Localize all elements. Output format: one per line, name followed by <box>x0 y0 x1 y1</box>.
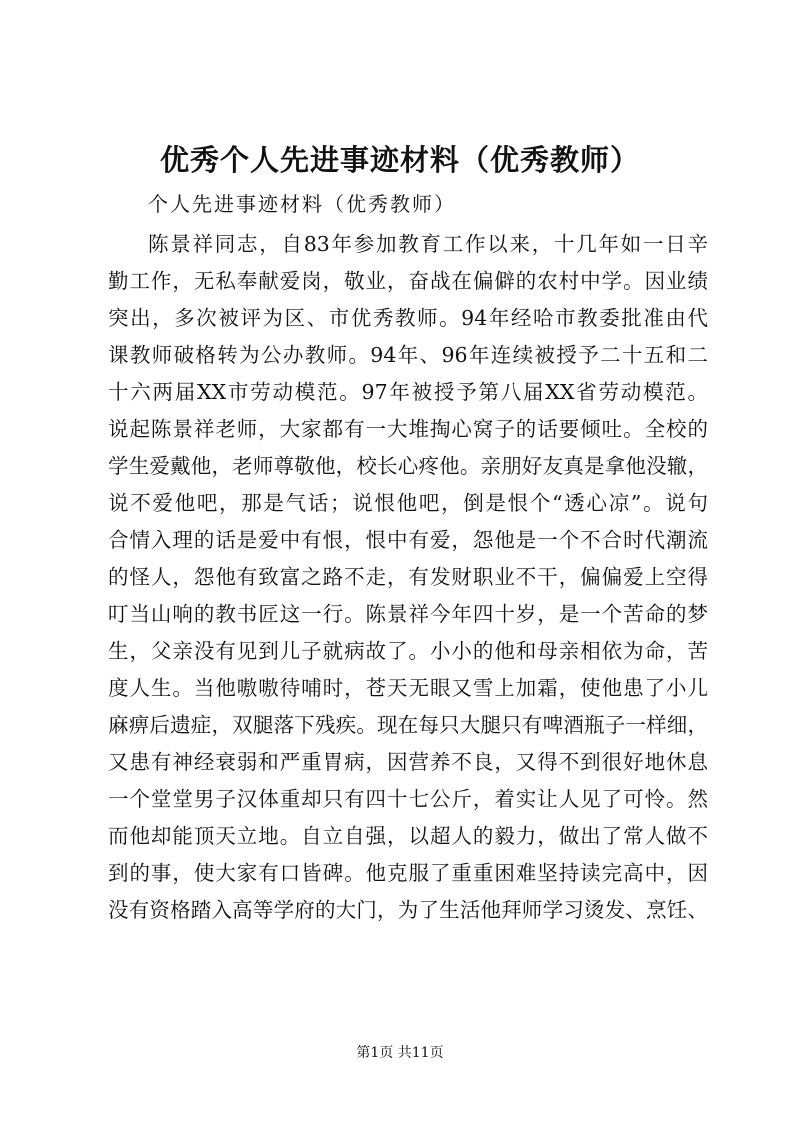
body-line: 一个堂堂男子汉体重却只有四十七公斤，着实让人见了可怜。然 <box>108 787 708 811</box>
body-line: 又患有神经衰弱和严重胃病，因营养不良，又得不到很好地休息 <box>108 750 708 774</box>
body-line: 麻痹后遗症，双腿落下残疾。现在每只大腿只有啤酒瓶子一样细， <box>108 713 708 737</box>
body-line: 说不爱他吧，那是气话；说恨他吧，倒是恨个“透心凉”。说句 <box>108 491 708 515</box>
body-line: 到的事，使大家有口皆碑。他克服了重重困难坚持读完高中，因 <box>108 861 708 885</box>
document-title: 优秀个人先进事迹材料（优秀教师） <box>159 143 640 177</box>
body-line: 叮当山响的教书匠这一行。陈景祥今年四十岁，是一个苦命的梦 <box>108 602 708 626</box>
body-line: 十六两届XX市劳动模范。97年被授予第八届XX省劳动模范。 <box>108 380 708 404</box>
page-footer: 第1页 共11页 <box>356 1045 444 1061</box>
body-line: 的怪人，怨他有致富之路不走，有发财职业不干，偏偏爱上空得 <box>108 565 708 589</box>
document-subtitle: 个人先进事迹材料（优秀教师） <box>148 192 456 216</box>
body-line: 陈景祥同志，自83年参加教育工作以来，十几年如一日辛 <box>148 232 708 256</box>
body-line: 突出，多次被评为区、市优秀教师。94年经哈市教委批准由代 <box>108 306 708 330</box>
body-line: 生，父亲没有见到儿子就病故了。小小的他和母亲相依为命，苦 <box>108 639 708 663</box>
body-line: 学生爱戴他，老师尊敬他，校长心疼他。亲朋好友真是拿他没辙， <box>108 454 708 478</box>
body-line: 课教师破格转为公办教师。94年、96年连续被授予二十五和二 <box>108 343 708 367</box>
body-line: 度人生。当他嗷嗷待哺时，苍天无眼又雪上加霜，使他患了小儿 <box>108 676 708 700</box>
body-paragraph <box>108 226 708 929</box>
body-line: 没有资格踏入高等学府的大门，为了生活他拜师学习烫发、烹饪、 <box>108 898 708 922</box>
body-line: 说起陈景祥老师，大家都有一大堆掏心窝子的话要倾吐。全校的 <box>108 417 708 441</box>
body-line: 而他却能顶天立地。自立自强，以超人的毅力，做出了常人做不 <box>108 824 708 848</box>
body-line: 勤工作，无私奉献爱岗，敬业，奋战在偏僻的农村中学。因业绩 <box>108 269 708 293</box>
body-line: 合情入理的话是爱中有恨，恨中有爱，怨他是一个不合时代潮流 <box>108 528 708 552</box>
